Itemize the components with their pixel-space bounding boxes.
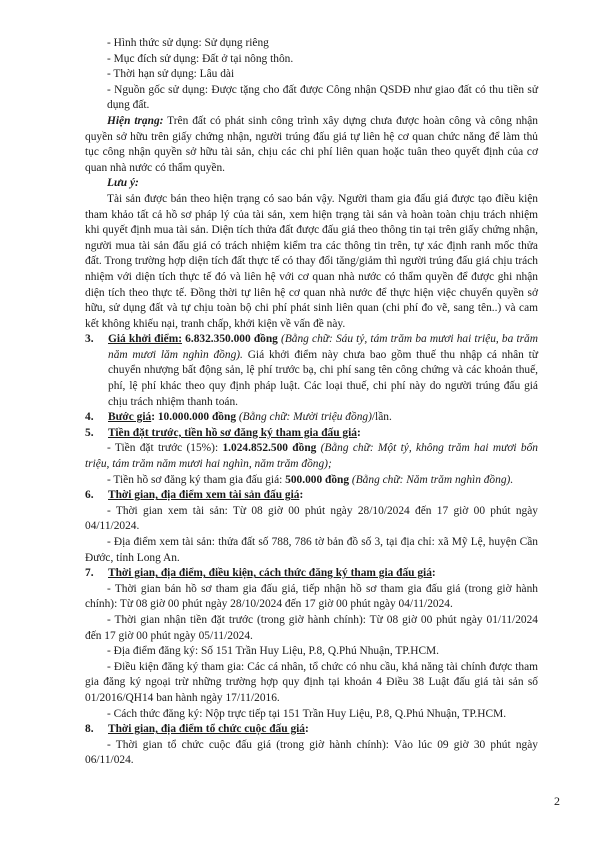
section-number: 8. <box>85 723 94 736</box>
dossier-sale-time: - Thời gian bán hồ sơ tham gia đấu giá, tiếp nhận hồ sơ tham gia đấu giá (trong giờ hành chính): Từ 08 giờ 00 phút ngày 28/10/2024 đến 17 giờ 00 phút ngày 04/11/2024. <box>85 582 538 611</box>
current-status-text: Trên đất có phát sinh công trình xây dựng chưa được hoàn công và công nhận quyền sở hữu trên giấy chứng nhận, người trúng đấu giá tự liên hệ cơ quan chức năng để làm thủ tục công nhận quyền sở hữu tài sản, chịu các chi phí liên quan hoặc tuân theo quyết định của cơ quan nhà nước có thẩm quyền. <box>85 114 538 174</box>
section-number: 7. <box>85 567 94 580</box>
section-7-heading <box>108 566 436 582</box>
section-8-title: Thời gian, địa điểm tổ chức cuộc đấu giá <box>108 723 305 736</box>
deposit-words: (Bằng chữ: Một tỷ, không trăm hai mươi bốn triệu, tám trăm năm mươi hai nghìn, năm trăm đồng); <box>85 442 538 471</box>
section-8-colon: : <box>305 723 309 736</box>
starting-price-paragraph <box>108 332 538 410</box>
note-label: Lưu ý: <box>107 177 139 190</box>
starting-price-words: (Bằng chữ: Sáu tỷ, tám trăm ba mươi hai triệu, ba trăm năm mươi lăm nghìn đồng). <box>108 333 538 361</box>
section-number: 3. <box>85 333 94 346</box>
auction-time: - Thời gian tổ chức cuộc đấu giá (trong giờ hành chính): Vào lúc 09 giờ 30 phút ngày 06/11/024. <box>85 738 538 767</box>
section-6-heading <box>108 488 303 504</box>
bid-step-tail: /lần. <box>371 411 392 424</box>
bid-step-label: Bước giá <box>108 411 152 424</box>
section-7-colon: : <box>431 567 436 580</box>
section-5-title: Tiền đặt trước, tiền hồ sơ đăng ký tham gia đấu giá <box>108 426 357 439</box>
registration-conditions: - Điều kiện đăng ký tham gia: Các cá nhân, tổ chức có nhu cầu, khả năng tài chính được tham gia đăng ký ngoại trừ những trường hợp quy định tại khoản 4 Điều 38 Luật đấu giá tài sản số 01/2016/QH14 ban hành ngày 17/11/2016. <box>85 660 538 704</box>
bid-step-paragraph <box>108 410 538 426</box>
viewing-place: - Địa điểm xem tài sản: thửa đất số 788, 786 tờ bản đồ số 3, tại địa chỉ: xã Mỹ Lệ, huyện Cần Đước, tỉnh Long An. <box>85 536 538 564</box>
section-6-colon: : <box>299 489 304 502</box>
fee-words: (Bằng chữ: Năm trăm nghìn đồng). <box>349 473 514 486</box>
section-3 <box>85 332 538 410</box>
section-4 <box>85 410 538 426</box>
section-number: 6. <box>85 489 94 502</box>
fee-line <box>85 473 538 489</box>
starting-price-text: Giá khởi điểm này chưa bao gồm thuế thu nhập cá nhân từ chuyển nhượng bất động sản, lệ phí trước bạ, chi phí sang tên công chứng và các khoản thuế, phí, lệ phí khác theo quy định pháp luật. Các loại thuế, chi phí này do người trúng đấu giá chịu trách nhiệm thanh toán. <box>108 348 539 408</box>
current-status-label: Hiện trạng: <box>107 114 164 127</box>
page-number: 2 <box>554 794 560 808</box>
starting-price-label: Giá khởi điểm: <box>108 333 183 346</box>
registration-place: - Địa điểm đăng ký: Số 151 Trần Huy Liệu, P.8, Q.Phú Nhuận, TP.HCM. <box>107 645 440 658</box>
section-number: 4. <box>85 411 94 424</box>
registration-method: - Cách thức đăng ký: Nộp trực tiếp tại 151 Trần Huy Liệu, P.8, Q.Phú Nhuận, TP.HCM. <box>107 707 507 720</box>
section-6 <box>85 488 538 504</box>
starting-price-amount: 6.832.350.000 đồng <box>182 333 278 346</box>
section-6-title: Thời gian, địa điểm xem tài sản đấu giá <box>108 489 300 502</box>
deposit-amount: 1.024.852.500 đồng <box>222 442 317 455</box>
viewing-time: - Thời gian xem tài sản: Từ 08 giờ 00 phút ngày 28/10/2024 đến 17 giờ 00 phút ngày 04/11/2024. <box>85 504 538 533</box>
section-number: 5. <box>85 426 94 439</box>
current-status-paragraph <box>85 114 538 176</box>
note-text: Tài sản được bán theo hiện trạng có sao bán vậy. Người tham gia đấu giá được tạo điều kiện tham khảo tất cả hồ sơ pháp lý của tài sản, xem hiện trạng tài sản và hoàn toàn chịu trách nhiệm khi quyết định mua tài sản. Diện tích thửa đất được đấu giá theo thông tin tại trên giấy chứng nhận, người mua tài sản đấu giá có trách nhiệm kiểm tra các thông tin trên, tự xác định ranh mốc thửa đất. Trong trường hợp diện tích đất thực tế có thay đổi tăng/giảm thì người trúng đấu giá chịu trách nhiệm với diện tích thực tế đó và liên hệ với cơ quan nhà nước có thẩm quyền để được ghi nhận diện tích theo thực tế. Đồng thời tự liên hệ cơ quan nhà nước để thực hiện việc chuyển quyền sở hữu, sử dụng đất và tự chịu toàn bộ chi phí phát sinh liên quan (chi phí đo vẽ, sang tên..) và cam kết không khiếu nại, tranh chấp, khởi kiện về vấn đề này. <box>85 192 538 330</box>
section-7 <box>85 566 538 582</box>
section-8-heading <box>108 722 309 738</box>
usage-purpose: - Mục đích sử dụng: Đất ở tại nông thôn. <box>107 52 294 65</box>
usage-term: - Thời hạn sử dụng: Lâu dài <box>107 68 235 81</box>
deposit-line <box>85 441 538 472</box>
usage-form: - Hình thức sử dụng: Sử dụng riêng <box>107 37 269 49</box>
deposit-receipt-time: - Thời gian nhận tiền đặt trước (trong giờ hành chính): Từ 08 giờ 00 phút ngày 01/11/2024 đến 17 giờ 00 phút ngày 05/11/2024. <box>85 613 538 642</box>
usage-origin: - Nguồn gốc sử dụng: Được tặng cho đất được Công nhận QSDĐ như giao đất có thu tiền sử dụng đất. <box>107 83 538 112</box>
fee-amount: 500.000 đồng <box>285 473 350 486</box>
bid-step-amount: : 10.000.000 đồng <box>151 411 237 424</box>
bid-step-words: (Bằng chữ: Mười triệu đồng) <box>236 411 372 424</box>
section-5-heading <box>108 426 361 442</box>
section-5-colon: : <box>357 426 361 439</box>
section-7-title: Thời gian, địa điểm, điều kiện, cách thức đăng ký tham gia đấu giá <box>108 567 432 580</box>
deposit-prefix: - Tiền đặt trước (15%): <box>107 442 223 455</box>
section-5 <box>85 426 538 442</box>
fee-prefix: - Tiền hồ sơ đăng ký tham gia đấu giá: <box>107 473 286 486</box>
section-8 <box>85 722 538 738</box>
